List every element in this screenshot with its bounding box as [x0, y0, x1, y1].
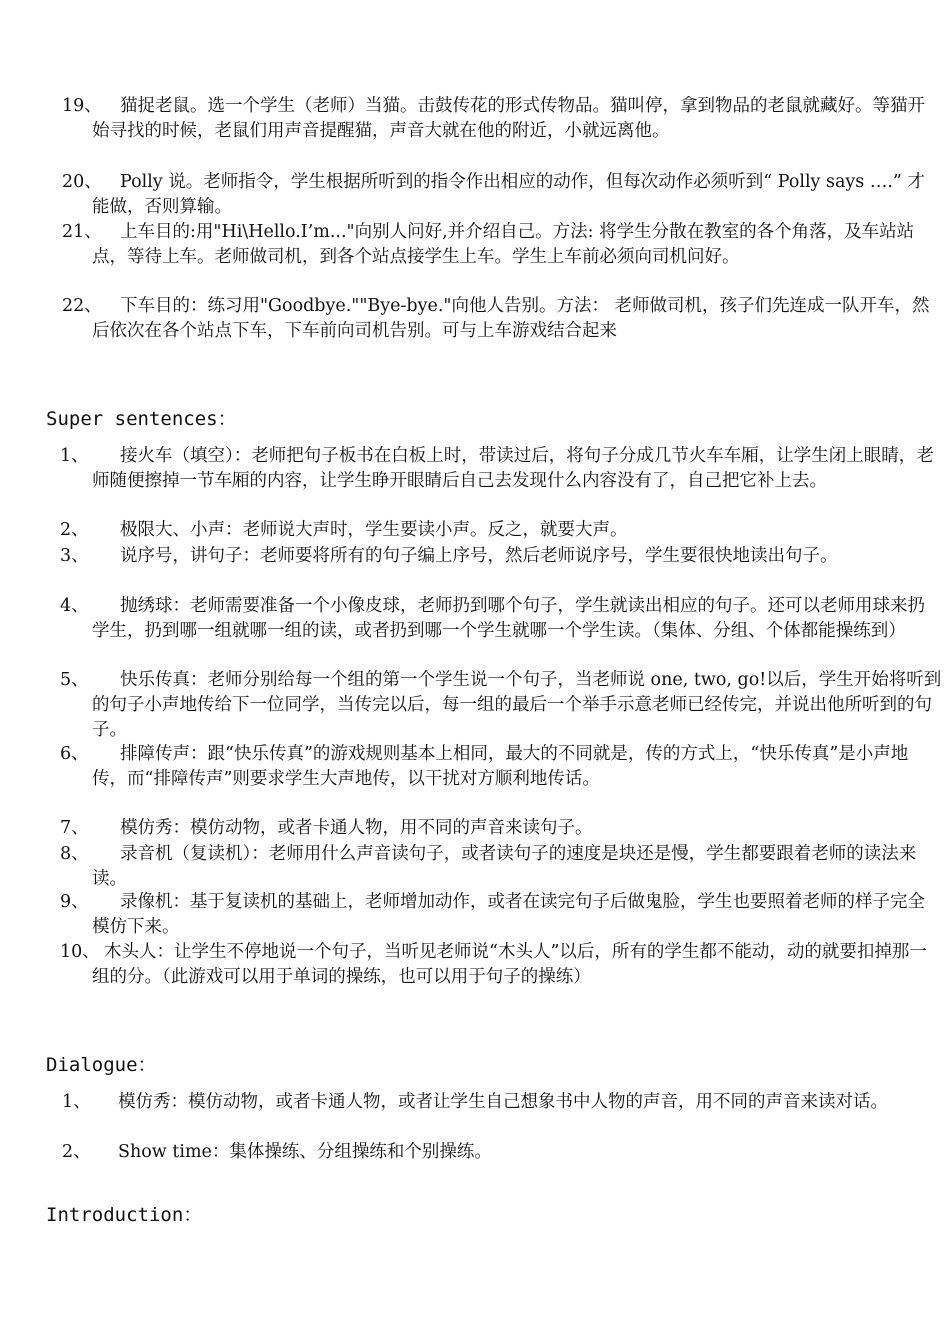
item-number: 1、	[62, 1092, 91, 1112]
super-sentence-item-4	[60, 594, 942, 644]
item-text: 木头人：让学生不停地说一个句子，当听见老师说“木头人”以后，所有的学生都不能动，动的就要扣掉那一组的分。（此游戏可以用于单词的操练，也可以用于句子的操练）	[92, 942, 927, 987]
section-heading-super-sentences: Super sentences：	[46, 408, 237, 430]
item-number: 5、	[60, 670, 89, 690]
dialogue-item-2	[62, 1140, 940, 1165]
item-text: 模仿秀：模仿动物，或者卡通人物，或者让学生自己想象书中人物的声音，用不同的声音来读对话。	[118, 1092, 888, 1112]
super-sentence-item-8	[60, 842, 942, 892]
item-text: 快乐传真：老师分别给每一个组的第一个学生说一个句子，当老师说 one, two, go!以后，学生开始将听到的句子小声地传给下一位同学，当传完以后，每一组的最后一个举手示意老师已经传完，并说出他所听到的句子。	[92, 670, 942, 740]
item-text: 极限大、小声：老师说大声时，学生要读小声。反之，就要大声。	[120, 520, 628, 540]
item-number: 2、	[62, 1142, 91, 1162]
super-sentence-item-9	[60, 890, 942, 940]
item-number: 3、	[60, 546, 89, 566]
game-item-21	[62, 220, 940, 270]
super-sentence-item-7	[60, 816, 942, 841]
item-number: 21、	[62, 222, 102, 242]
item-text: 录像机：基于复读机的基础上，老师增加动作，或者在读完句子后做鬼脸，学生也要照着老师的样子完全模仿下来。	[92, 892, 925, 937]
item-text: 说序号，讲句子：老师要将所有的句子编上序号，然后老师说序号，学生要很快地读出句子。	[120, 546, 838, 566]
game-item-19	[62, 94, 940, 144]
game-item-20	[62, 170, 940, 220]
item-text: 排障传声：跟“快乐传真”的游戏规则基本上相同，最大的不同就是，传的方式上，“快乐传真”是小声地传，而“排障传声”则要求学生大声地传，以干扰对方顺利地传话。	[92, 744, 909, 789]
section-heading-introduction: Introduction：	[46, 1204, 203, 1226]
game-item-22	[62, 294, 940, 344]
item-number: 10、	[60, 942, 100, 962]
item-number: 6、	[60, 744, 89, 764]
dialogue-item-1	[62, 1090, 940, 1115]
item-number: 8、	[60, 844, 89, 864]
item-number: 7、	[60, 818, 89, 838]
super-sentence-item-2	[60, 518, 942, 543]
item-text: 抛绣球：老师需要准备一个小像皮球，老师扔到哪个句子，学生就读出相应的句子。还可以老师用球来扔学生，扔到哪一组就哪一组的读，或者扔到哪一个学生就哪一个学生读。（集体、分组、个体都能操练到）	[92, 596, 925, 641]
item-text: Show time：集体操练、分组操练和个别操练。	[118, 1142, 492, 1162]
section-heading-dialogue: Dialogue：	[46, 1054, 157, 1076]
super-sentence-item-5	[60, 668, 942, 743]
item-text: 猫捉老鼠。选一个学生（老师）当猫。击鼓传花的形式传物品。猫叫停，拿到物品的老鼠就藏好。等猫开始寻找的时候，老鼠们用声音提醒猫，声音大就在他的附近，小就远离他。	[92, 96, 925, 141]
item-text: 录音机（复读机）：老师用什么声音读句子，或者读句子的速度是块还是慢，学生都要跟着老师的读法来读。	[92, 844, 917, 889]
item-number: 4、	[60, 596, 89, 616]
super-sentence-item-1	[60, 444, 942, 494]
super-sentence-item-10	[60, 940, 942, 990]
item-number: 22、	[62, 296, 102, 316]
item-number: 1、	[60, 446, 89, 466]
super-sentence-item-3	[60, 544, 942, 569]
item-number: 2、	[60, 520, 89, 540]
super-sentence-item-6	[60, 742, 942, 792]
item-text: 上车目的:用"Hi\Hello.I’m..."向别人问好,并介绍自己。方法: 将学生分散在教室的各个角落，及车站站点，等待上车。老师做司机，到各个站点接学生上车。学生上车前必须向司机问好。	[92, 222, 915, 267]
item-text: 模仿秀：模仿动物，或者卡通人物，用不同的声音来读句子。	[120, 818, 593, 838]
item-number: 20、	[62, 172, 102, 192]
item-number: 19、	[62, 96, 102, 116]
item-number: 9、	[60, 892, 89, 912]
item-text: 接火车（填空）：老师把句子板书在白板上时，带读过后，将句子分成几节火车车厢，让学生闭上眼睛，老师随便擦掉一节车厢的内容，让学生睁开眼睛后自己去发现什么内容没有了，自己把它补上去。	[92, 446, 934, 491]
item-text: Polly 说。老师指令，学生根据所听到的指令作出相应的动作，但每次动作必须听到“ Polly says ….” 才能做，否则算输。	[92, 172, 925, 217]
item-text: 下车目的：练习用"Goodbye.""Bye-bye."向他人告别。方法： 老师做司机，孩子们先连成一队开车，然后依次在各个站点下车，下车前向司机告别。可与上车游戏结合起来	[92, 296, 930, 341]
